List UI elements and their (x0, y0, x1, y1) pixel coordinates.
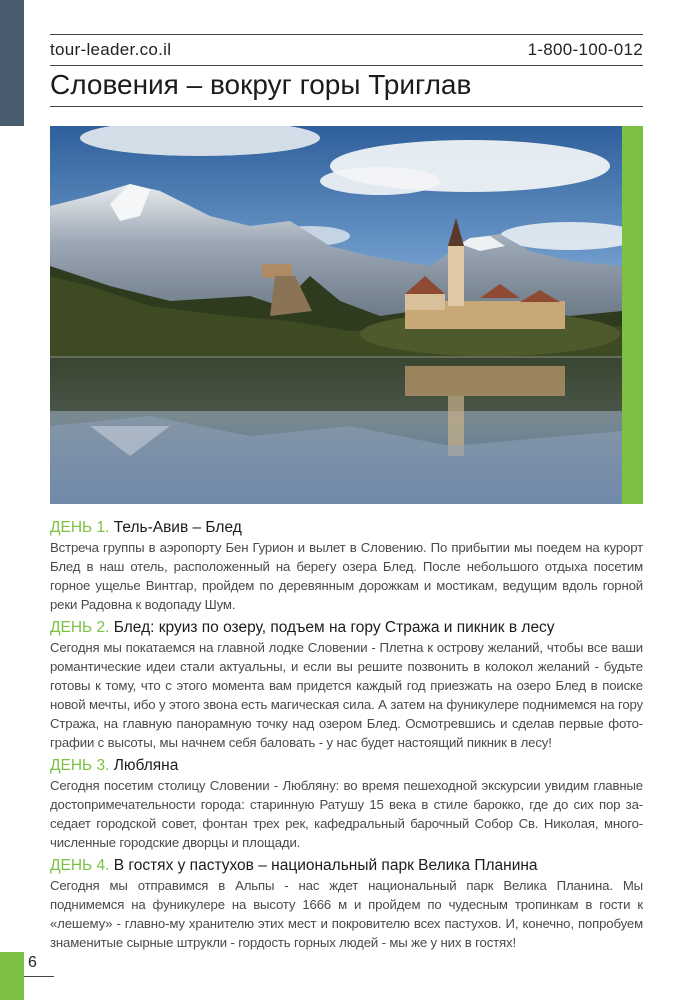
side-accent-bar-bottom (0, 952, 24, 1000)
day-description: Встреча группы в аэропорту Бен Гурион и вылет в Словению. По прибытии мы поедем на курорт Блед в наш отель, расположенный на берегу озера Блед. После небольшого отдыха посетим горное ущелье Винтгар, пройдем по деревянным дорожкам и мостикам, ведущим вдоль горной реки Радовна к водопаду Шум. (50, 540, 643, 612)
day-title: В гостях у пастухов – национальный парк Велика Планина (113, 857, 538, 874)
itinerary (50, 518, 643, 956)
day-title: Блед: круиз по озеру, подъем на гору Стража и пикник в лесу (113, 619, 555, 636)
day-item (50, 518, 643, 614)
day-description: Сегодня посетим столицу Словении - Любляну: во время пешеходной экскурсии увидим главные достопримечательности города: старинную Ратушу 15 века в стиле барокко, где до сих пор за-седает городской совет, фонтан трех рек, кафедральный барочный Собор Св. Николая, много-численные городские дворцы и площади. (50, 778, 643, 850)
page-header (50, 34, 643, 66)
day-heading (50, 856, 643, 876)
day-label: ДЕНЬ 3. (50, 757, 110, 774)
page-number: 6 (28, 954, 37, 971)
day-description: Сегодня мы отправимся в Альпы - нас ждет национальный парк Велика Планина. Мы поднимемся на фуникулере на высоту 1666 м и пройдем по чудесным тропинкам в гости к «лешему» - главно-му хранителю этих мест и покровителю всех пастухов. И, конечно, попробуем знаменитые сырные штрукли - гордость горных людей - мы же у них в гостях! (50, 878, 643, 950)
day-item (50, 618, 643, 752)
day-label: ДЕНЬ 1. (50, 519, 110, 536)
day-title: Тель-Авив – Блед (113, 519, 242, 536)
lake-bled-photo (50, 126, 622, 504)
hero-image (50, 126, 622, 504)
day-item (50, 856, 643, 952)
day-heading (50, 618, 643, 638)
day-description: Сегодня мы покатаемся на главной лодке Словении - Плетна к острову желаний, чтобы все ваши романтические идеи стали актуальны, и если вы решите позвонить в колокол желаний - будьте готовы к тому, что с этого момента вам придется каждый год приезжать на озеро Блед в поиске новой мечты, ибо у этого звона есть магическая сила. А затем на фуникулере поднимемся на гору Стража, на главную панорамную точку над озером Блед. Осмотревшись и сделав первые фото-графии с высоты, мы начнем себя баловать - у нас будет настоящий пикник в лесу! (50, 640, 643, 750)
green-accent-strip (622, 126, 643, 504)
day-heading (50, 756, 643, 776)
day-item (50, 756, 643, 852)
day-title: Любляна (113, 757, 179, 774)
phone-number[interactable]: 1-800-100-012 (527, 40, 643, 59)
day-label: ДЕНЬ 2. (50, 619, 110, 636)
day-heading (50, 518, 643, 538)
day-label: ДЕНЬ 4. (50, 857, 110, 874)
side-accent-bar (0, 0, 24, 126)
website-link[interactable]: tour-leader.co.il (50, 40, 172, 59)
page-title: Словения – вокруг горы Триглав (50, 66, 643, 107)
page-number-rule (24, 976, 54, 977)
